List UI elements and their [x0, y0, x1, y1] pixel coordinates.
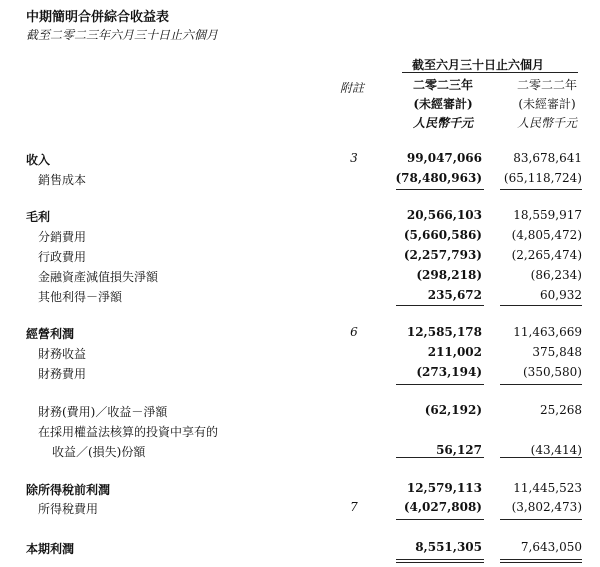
row-label: 行政費用	[38, 250, 87, 264]
row-value-2022: (43,414)	[530, 443, 582, 457]
rule	[500, 189, 582, 190]
row-value-2022: 83,678,641	[513, 151, 582, 165]
row-value-2022: (350,580)	[523, 365, 582, 379]
row-label: 收入	[26, 153, 51, 167]
rule	[500, 562, 582, 563]
rule	[500, 519, 582, 520]
row-value-2023: 211,002	[427, 345, 482, 359]
col2-unit: 人民幣千元	[516, 116, 577, 130]
row-value-2023: (62,192)	[424, 403, 482, 417]
row-value-2022: 11,445,523	[513, 481, 582, 495]
row-value-2023: (298,218)	[416, 268, 482, 282]
row-label: 金融資產減值損失淨額	[38, 270, 159, 284]
rule	[396, 457, 484, 458]
statement-subtitle: 截至二零二三年六月三十日止六個月	[26, 28, 219, 42]
row-label: 分銷費用	[38, 230, 87, 244]
row-value-2023: 235,672	[427, 288, 482, 302]
col1-audit: (未經審計)	[413, 97, 473, 111]
row-value-2023: (78,480,963)	[395, 171, 482, 185]
rule	[500, 559, 582, 560]
row-value-2023: 99,047,066	[406, 151, 482, 165]
row-value-2023: 56,127	[436, 443, 482, 457]
row-label: 所得稅費用	[38, 502, 99, 516]
row-label: 經營利潤	[26, 327, 75, 341]
row-value-2022: 18,559,917	[513, 208, 582, 222]
row-label: 除所得稅前利潤	[26, 483, 111, 497]
col2-year: 二零二二年	[516, 78, 577, 92]
row-label: 本期利潤	[26, 542, 75, 556]
row-note: 7	[350, 500, 358, 514]
row-value-2023: 12,585,178	[406, 325, 482, 339]
row-label: 在採用權益法核算的投資中享有的	[38, 425, 219, 439]
row-value-2023: (4,027,808)	[403, 500, 482, 514]
row-label: 財務(費用)／收益－淨額	[38, 405, 168, 419]
row-value-2022: 25,268	[540, 403, 582, 417]
col1-unit: 人民幣千元	[412, 116, 473, 130]
row-note: 3	[350, 151, 358, 165]
row-value-2022: 11,463,669	[513, 325, 582, 339]
row-label: 收益／(損失)份額	[52, 445, 146, 459]
rule	[396, 519, 484, 520]
row-value-2022: (86,234)	[530, 268, 582, 282]
note-column-header: 附註	[340, 81, 365, 95]
row-value-2023: (273,194)	[416, 365, 482, 379]
col2-audit: (未經審計)	[518, 97, 576, 111]
row-value-2022: 375,848	[532, 345, 582, 359]
row-label: 其他利得－淨額	[38, 290, 123, 304]
row-value-2023: (2,257,793)	[403, 248, 482, 262]
rule	[396, 305, 484, 306]
rule	[500, 305, 582, 306]
rule	[396, 562, 484, 563]
rule	[396, 559, 484, 560]
row-value-2022: (3,802,473)	[511, 500, 582, 514]
period-header: 截至六月三十日止六個月	[412, 58, 545, 72]
rule	[396, 384, 484, 385]
row-value-2022: (2,265,474)	[511, 248, 582, 262]
rule	[500, 457, 582, 458]
rule	[396, 189, 484, 190]
row-note: 6	[350, 325, 358, 339]
row-label: 毛利	[26, 210, 51, 224]
statement-title: 中期簡明合併綜合收益表	[26, 10, 170, 25]
row-label: 銷售成本	[38, 173, 87, 187]
row-label: 財務收益	[38, 347, 87, 361]
row-value-2022: 60,932	[540, 288, 582, 302]
row-value-2022: (65,118,724)	[503, 171, 582, 185]
row-label: 財務費用	[38, 367, 87, 381]
row-value-2023: (5,660,586)	[403, 228, 482, 242]
row-value-2023: 8,551,305	[415, 540, 482, 554]
row-value-2022: 7,643,050	[520, 540, 582, 554]
row-value-2022: (4,805,472)	[511, 228, 582, 242]
col1-year: 二零二三年	[412, 78, 473, 92]
period-underline	[402, 72, 578, 73]
rule	[500, 384, 582, 385]
row-value-2023: 12,579,113	[406, 481, 482, 495]
row-value-2023: 20,566,103	[406, 208, 482, 222]
